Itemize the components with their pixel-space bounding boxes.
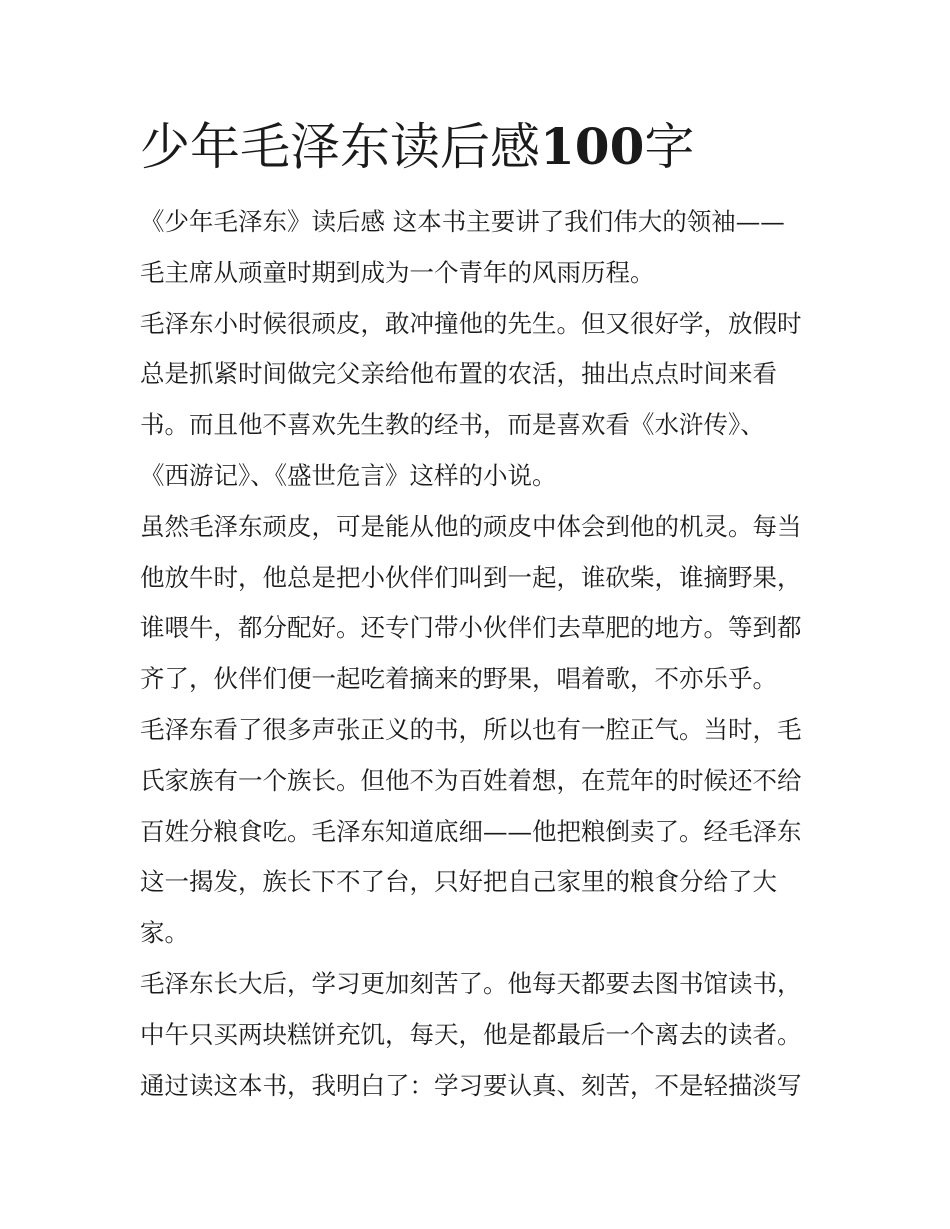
title-text: 少年毛泽东读后感 [140, 118, 540, 176]
text-line: 通过读这本书，我明白了：学习要认真、刻苦，不是轻描淡写 [140, 1070, 802, 1100]
document-title [140, 112, 694, 182]
document-body [140, 197, 830, 1111]
text-line: 家。 [140, 918, 189, 948]
text-line: 毛主席从顽童时期到成为一个青年的风雨历程。 [140, 257, 655, 287]
text-line: 毛泽东长大后，学习更加刻苦了。他每天都要去图书馆读书， [140, 968, 802, 998]
text-line: 这一揭发，族长下不了台，只好把自己家里的粮食分给了大 [140, 867, 777, 897]
text-line: 毛泽东看了很多声张正义的书，所以也有一腔正气。当时，毛 [140, 714, 802, 744]
text-line: 书。而且他不喜欢先生教的经书，而是喜欢看《水浒传》、 [140, 410, 765, 440]
text-line: 虽然毛泽东顽皮，可是能从他的顽皮中体会到他的机灵。每当 [140, 511, 802, 541]
text-line: 百姓分粮食吃。毛泽东知道底细——他把粮倒卖了。经毛泽东 [140, 816, 802, 846]
title-suffix: 字 [644, 118, 695, 176]
text-line: 毛泽东小时候很顽皮，敢冲撞他的先生。但又很好学，放假时 [140, 308, 802, 338]
text-line: 他放牛时，他总是把小伙伴们叫到一起，谁砍柴，谁摘野果， [140, 562, 802, 592]
text-line: 齐了，伙伴们便一起吃着摘来的野果，唱着歌，不亦乐乎。 [140, 664, 777, 694]
text-line: 氏家族有一个族长。但他不为百姓着想，在荒年的时候还不给 [140, 765, 802, 795]
title-number: 100 [540, 117, 645, 176]
text-line: 《少年毛泽东》读后感 这本书主要讲了我们伟大的领袖—— [140, 207, 785, 236]
text-line: 《西游记》、《盛世危言》这样的小说。 [140, 460, 557, 490]
text-line: 中午只买两块糕饼充饥，每天，他是都最后一个离去的读者。 [140, 1019, 802, 1049]
text-line: 谁喂牛，都分配好。还专门带小伙伴们去草肥的地方。等到都 [140, 613, 802, 643]
text-line: 总是抓紧时间做完父亲给他布置的农活，抽出点点时间来看 [140, 359, 777, 389]
